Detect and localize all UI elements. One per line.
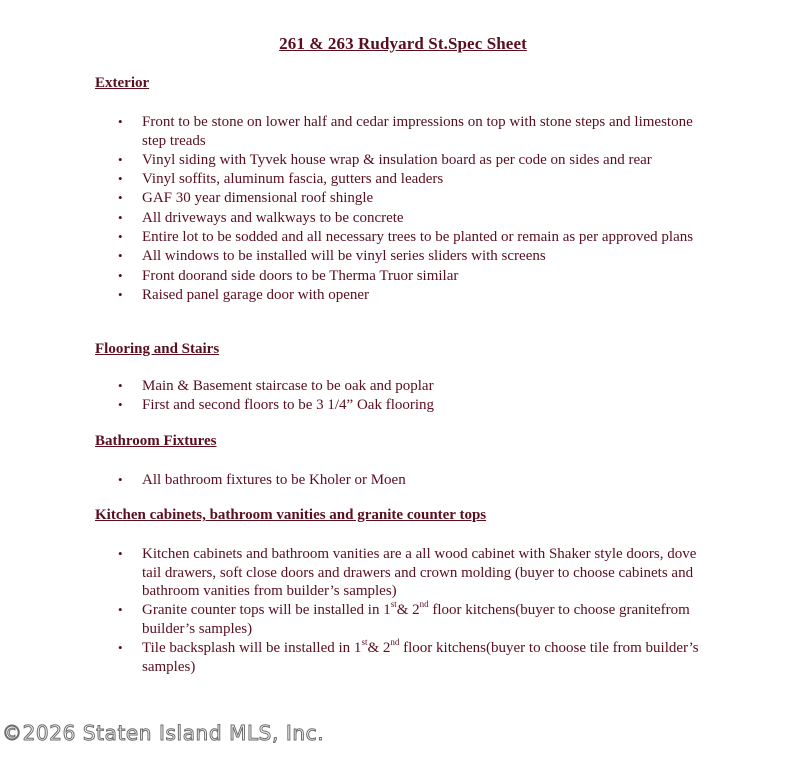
bullet-icon: • [118, 151, 123, 167]
section-heading-kitchen: Kitchen cabinets, bathroom vanities and granite counter tops [95, 507, 487, 523]
exterior-list [0, 113, 806, 305]
bullet-icon: • [118, 209, 123, 225]
list-item: • Tile backsplash will be installed in 1st& 2nd floor kitchens(buyer to choose tile from builder’s samples) [118, 637, 699, 675]
list-item: • All driveways and walkways to be concrete [118, 209, 404, 226]
bullet-icon: • [118, 228, 123, 244]
flooring-list [0, 377, 806, 416]
bullet-icon: • [118, 171, 123, 187]
section-heading-exterior: Exterior [95, 75, 150, 91]
bullet-icon: • [118, 640, 123, 656]
list-item: • Front doorand side doors to be Therma Truor similar [118, 267, 459, 284]
list-item: • Front to be stone on lower half and cedar impressions on top with stone steps and limestone step treads [118, 114, 693, 149]
bullet-icon: • [118, 286, 123, 302]
list-item: • All windows to be installed will be vinyl series sliders with screens [118, 248, 546, 265]
bullet-icon: • [118, 472, 123, 487]
bullet-icon: • [118, 114, 123, 129]
list-item: • Granite counter tops will be installed in 1st& 2nd floor kitchens(buyer to choose granitefrom builder’s samples) [118, 599, 690, 637]
list-item: • All bathroom fixtures to be Kholer or Moen [118, 472, 406, 488]
list-item: • GAF 30 year dimensional roof shingle [118, 190, 374, 207]
bullet-icon: • [118, 190, 123, 206]
list-item: • Main & Basement staircase to be oak and poplar [118, 378, 434, 394]
bathroom-list [0, 471, 806, 490]
list-item: • Kitchen cabinets and bathroom vanities are a all wood cabinet with Shaker style doors, dove tail drawers, soft close doors and drawers and crown molding (buyer to choose cabinets and bathroom vanities from builder’s samples) [118, 546, 697, 599]
list-item: • First and second floors to be 3 1/4” Oak flooring [118, 397, 435, 414]
bullet-icon: • [118, 397, 123, 413]
copyright-watermark: ©2026 Staten Island MLS, Inc. [2, 721, 325, 745]
list-item: • Vinyl siding with Tyvek house wrap & insulation board as per code on sides and rear [118, 151, 652, 168]
section-heading-bathroom: Bathroom Fixtures [95, 433, 217, 449]
kitchen-list [0, 545, 806, 677]
list-item: • Entire lot to be sodded and all necessary trees to be planted or remain as per approved plans [118, 228, 694, 245]
bullet-icon: • [118, 546, 123, 561]
list-item: • Raised panel garage door with opener [118, 286, 369, 303]
bullet-icon: • [118, 602, 123, 618]
list-item: • Vinyl soffits, aluminum fascia, gutters and leaders [118, 171, 444, 188]
section-heading-flooring: Flooring and Stairs [95, 341, 220, 357]
bullet-icon: • [118, 267, 123, 283]
bullet-icon: • [118, 378, 123, 393]
page-title: 261 & 263 Rudyard St.Spec Sheet [279, 34, 527, 53]
bullet-icon: • [118, 248, 123, 264]
